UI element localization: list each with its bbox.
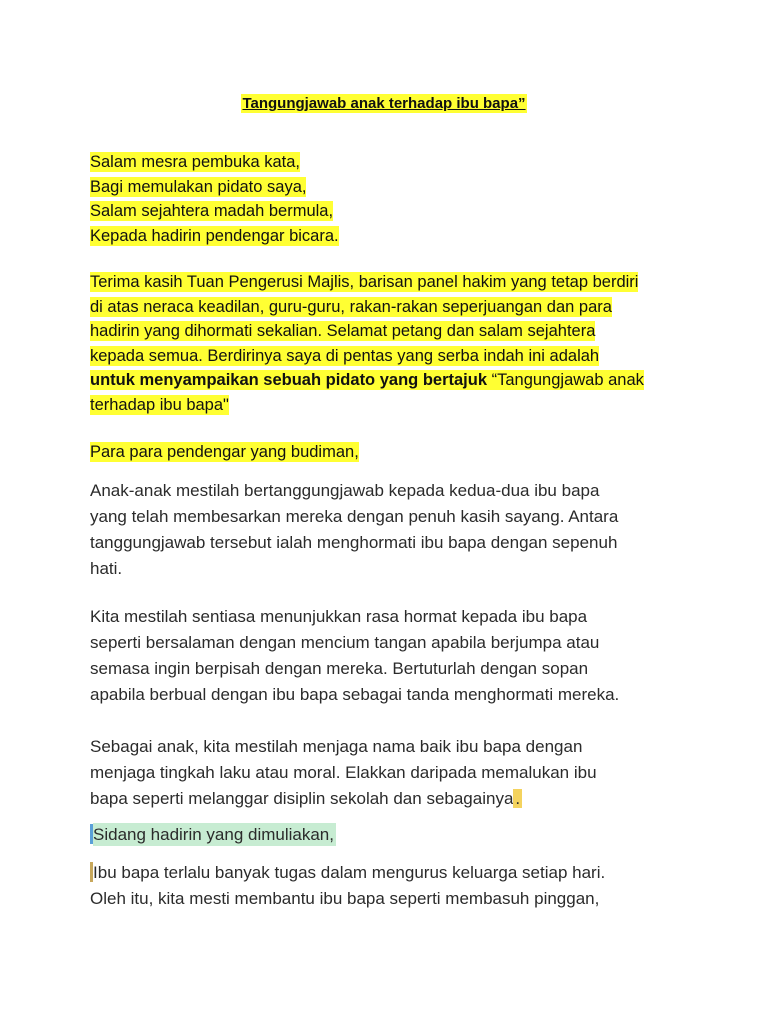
title-text: Tangungjawab anak terhadap ibu bapa” <box>242 95 526 112</box>
paragraph-line: Anak-anak mestilah bertanggungjawab kepada kedua-dua ibu bapa <box>90 481 600 500</box>
paragraph-4 <box>90 860 690 912</box>
intro-paragraph <box>90 270 690 417</box>
greeting-budiman <box>90 440 690 465</box>
paragraph-first-letter: I <box>93 863 98 882</box>
paragraph-line: yang telah membesarkan mereka dengan penuh kasih sayang. Antara <box>90 507 619 526</box>
pantun-line: Bagi memulakan pidato saya, <box>90 177 307 196</box>
paragraph-line: bu bapa terlalu banyak tugas dalam mengurus keluarga setiap hari. <box>97 863 606 882</box>
paragraph-3 <box>90 734 690 812</box>
paragraph-line: Sebagai anak, kita mestilah menjaga nama baik ibu bapa dengan <box>90 737 583 756</box>
intro-quote-start: “Tangungjawab anak <box>487 371 644 389</box>
opening-pantun <box>90 150 690 248</box>
intro-line: di atas neraca keadilan, guru-guru, rakan-rakan seperjuangan dan para <box>90 297 612 316</box>
greeting-dimuliakan <box>90 822 690 848</box>
paragraph-line: hati. <box>90 559 123 578</box>
paragraph-line: tanggungjawab tersebut ialah menghormati ibu bapa dengan sepenuh <box>90 533 618 552</box>
intro-line: kepada semua. Berdirinya saya di pentas yang serba indah ini adalah <box>90 346 600 365</box>
paragraph-line: seperti bersalaman dengan mencium tangan apabila berjumpa atau <box>90 633 600 652</box>
document-title <box>0 94 768 114</box>
paragraph-2 <box>90 604 690 708</box>
pantun-line: Kepada hadirin pendengar bicara. <box>90 226 339 245</box>
intro-line: Terima kasih Tuan Pengerusi Majlis, barisan panel hakim yang tetap berdiri <box>90 273 639 291</box>
pantun-line: Salam sejahtera madah bermula, <box>90 202 334 220</box>
intro-bold-text: untuk menyampaikan sebuah pidato yang bertajuk <box>90 371 488 389</box>
pantun-line: Salam mesra pembuka kata, <box>90 153 301 171</box>
greeting-text: Para para pendengar yang budiman, <box>90 443 359 461</box>
paragraph-1 <box>90 478 690 582</box>
intro-quote-end: terhadap ibu bapa" <box>90 395 229 414</box>
paragraph-line: menjaga tingkah laku atau moral. Elakkan daripada memalukan ibu <box>90 763 597 782</box>
paragraph-line: Kita mestilah sentiasa menunjukkan rasa hormat kepada ibu bapa <box>90 607 588 626</box>
highlighted-period: . <box>515 789 521 808</box>
paragraph-line: semasa ingin berpisah dengan mereka. Bertuturlah dengan sopan <box>90 659 589 678</box>
greeting-text: Sidang hadirin yang dimuliakan, <box>93 825 334 844</box>
paragraph-line: Oleh itu, kita mesti membantu ibu bapa seperti membasuh pinggan, <box>90 889 600 908</box>
paragraph-line: bapa seperti melanggar disiplin sekolah dan sebagainya <box>90 789 514 808</box>
paragraph-line: apabila berbual dengan ibu bapa sebagai tanda menghormati mereka. <box>90 685 620 704</box>
intro-line: hadirin yang dihormati sekalian. Selamat petang dan salam sejahtera <box>90 322 596 340</box>
